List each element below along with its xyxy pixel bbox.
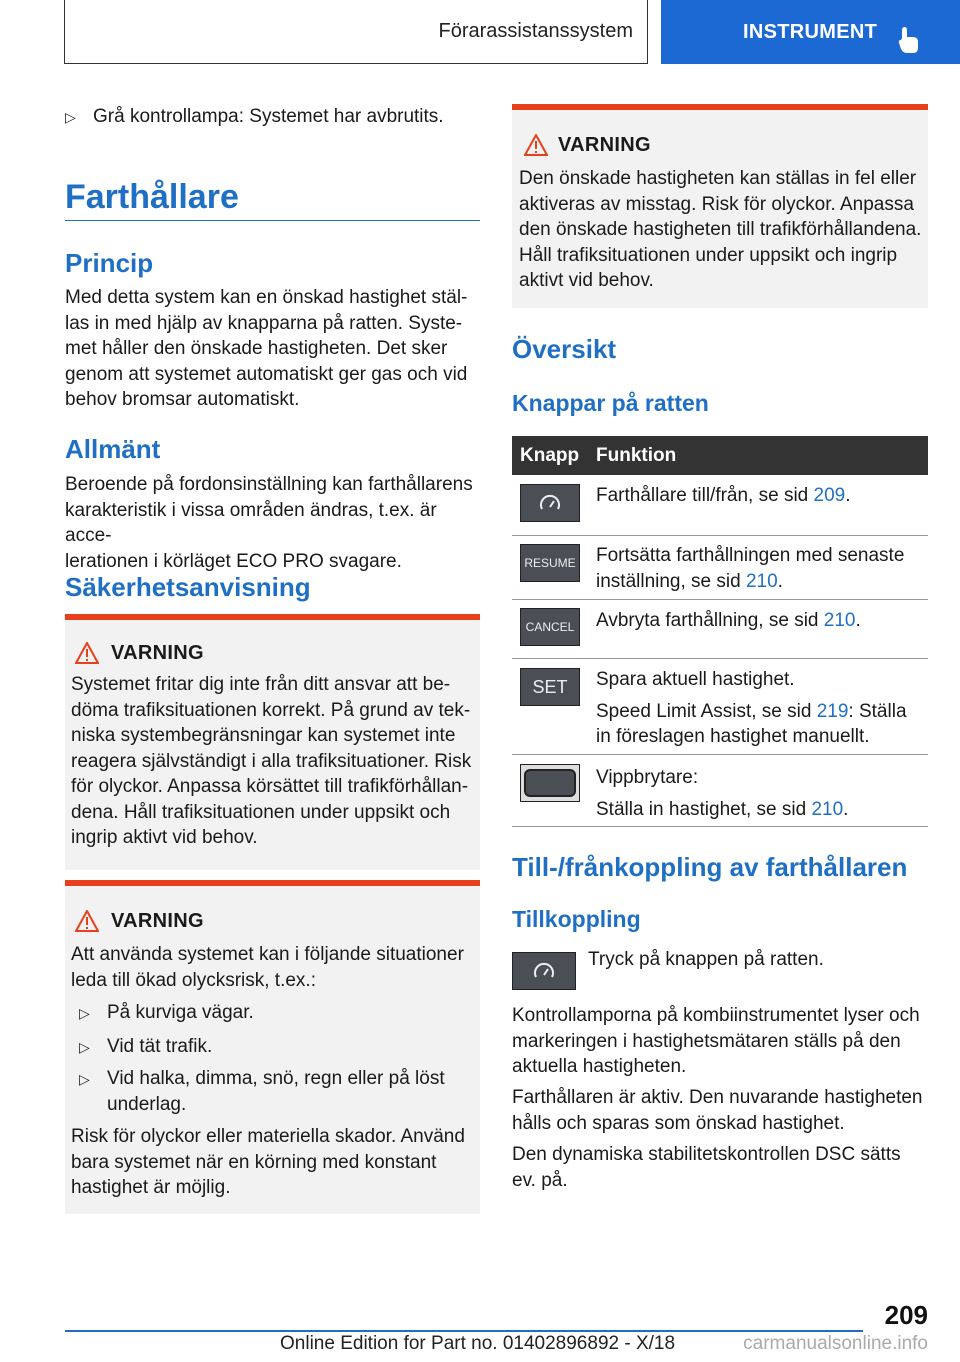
table-row-3-text (596, 608, 926, 634)
bullet-triangle-icon: ▷ (65, 109, 76, 125)
text-line: Den önskade hastigheten kan ställas in fel eller (519, 168, 917, 189)
text-line: den önskade hastigheten till trafikförhållandena. (519, 219, 922, 240)
paragraph-3 (512, 1142, 932, 1193)
table-divider (512, 754, 928, 755)
warning-bullet (79, 1000, 254, 1027)
cruise-onoff-button-image (520, 484, 580, 522)
heading-connect: Tillkoppling (512, 906, 641, 932)
footer-edition: Online Edition for Part no. 01402896892 - X/18 (280, 1333, 676, 1354)
rocker-switch-image (520, 764, 580, 802)
bullet-triangle-icon: ▷ (79, 1039, 90, 1055)
set-button-image: SET (520, 668, 580, 706)
text-line: Systemet fritar dig inte från ditt ansvar att be‐ (71, 674, 451, 695)
text-line: ev. på. (512, 1169, 568, 1191)
text-line: hålls och sparas som önskad hastighet. (512, 1112, 845, 1134)
row-text: : Ställa (848, 700, 907, 722)
table-row-5-text (596, 765, 926, 822)
table-divider (512, 599, 928, 600)
table-row-1-text (596, 483, 926, 509)
text-line: hastighet är möjlig. (71, 1177, 231, 1198)
table-row-2-text (596, 543, 926, 594)
text-line: Farthållaren är aktiv. Den nuvarande hastigheten (512, 1087, 923, 1108)
col-header-button: Knapp (520, 445, 580, 466)
col-header-function: Funktion (596, 445, 677, 466)
general-text (65, 472, 485, 574)
page-ref-link[interactable]: 210 (745, 570, 778, 592)
press-text: Tryck på knappen på ratten. (588, 949, 824, 970)
warning-box-2 (65, 880, 480, 1214)
principle-text (65, 285, 485, 413)
warning-text (71, 672, 476, 851)
text-line: las in med hjälp av knapparna på ratten. Syste‐ (65, 312, 463, 334)
resume-button-image: RESUME (520, 544, 580, 582)
row-text: . (855, 610, 861, 631)
text-line: leda till ökad olycksrisk, t.ex.: (71, 969, 316, 991)
table-header (512, 436, 928, 475)
heading-overview: Översikt (512, 334, 617, 364)
rocker-switch-icon (524, 769, 576, 797)
bullet-text: underlag. (107, 1094, 187, 1115)
page-number: 209 (884, 1300, 928, 1330)
text-line: niska systembegränsningar kan systemet inte (71, 725, 456, 746)
row-text: Speed Limit Assist, se sid (596, 700, 817, 722)
title-rule (65, 220, 480, 221)
warning-title: VARNING (558, 134, 651, 156)
warning-text (519, 166, 927, 294)
text-line: genom att systemet automatiskt ger gas och vid (65, 363, 468, 385)
header-chapter-tab (661, 0, 960, 64)
speedometer-icon (532, 961, 556, 981)
header-section-title: Förarassistanssystem (438, 20, 633, 42)
bullet-text: Vid tät trafik. (107, 1036, 213, 1057)
table-divider (512, 826, 928, 827)
heading-principle: Princip (65, 248, 154, 278)
warning-box-3 (512, 104, 928, 308)
row-text: Vippbrytare: (596, 767, 699, 788)
text-line: karakteristik i vissa områden ändras, t.ex. är acce‐ (65, 499, 437, 546)
text-line: aktiveras av misstag. Risk för olyckor. Anpassa (519, 193, 914, 215)
heading-on-off: Till-/frånkoppling av farthållaren (512, 852, 908, 882)
row-text: . (843, 798, 849, 820)
page-ref-link[interactable]: 209 (813, 485, 846, 506)
warning-title: VARNING (111, 910, 204, 932)
row-text: Avbryta farthållning, se sid (596, 610, 824, 631)
text-line: Med detta system kan en önskad hastighet stäl‐ (65, 287, 468, 308)
page-ref-link[interactable]: 210 (823, 610, 856, 631)
page-ref-link[interactable]: 219 (816, 700, 849, 722)
bullet-text: Grå kontrollampa: Systemet har avbrutits. (93, 106, 444, 127)
table-row-4-text (596, 667, 926, 750)
row-text: Fortsätta farthållningen med senaste (596, 545, 905, 566)
row-text: . (845, 485, 851, 506)
warning-triangle-icon (524, 134, 548, 156)
row-text: Farthållare till/från, se sid (596, 485, 814, 506)
text-line: bara systemet när en körning med konstant (71, 1151, 437, 1173)
row-text: inställning, se sid (596, 570, 746, 592)
cruise-onoff-button-image (512, 952, 576, 990)
footer-rule (65, 1330, 863, 1332)
warning-bullet (79, 1066, 445, 1115)
heading-wheel-buttons: Knappar på ratten (512, 390, 709, 416)
text-line: reagera självständigt i alla trafiksituationer. Risk (71, 750, 472, 772)
text-line: dena. Håll trafiksituationen under uppsikt och (71, 801, 451, 823)
text-line: för olyckor. Anpassa körsättet till trafikförhållan‐ (71, 776, 469, 797)
table-divider (512, 535, 928, 536)
text-line: Den dynamiska stabilitetskontrollen DSC sätts (512, 1144, 901, 1165)
text-line: Risk för olyckor eller materiella skador. Använd (71, 1126, 465, 1147)
hand-pointer-icon (898, 26, 920, 54)
text-line: Håll trafiksituationen under uppsikt och ingrip (519, 244, 898, 266)
title-cruise-control: Farthållare (65, 178, 239, 216)
bullet-text: Vid halka, dimma, snö, regn eller på löst (107, 1068, 445, 1089)
warning-triangle-icon (75, 642, 99, 664)
page-ref-link[interactable]: 210 (811, 798, 844, 820)
warning-intro (71, 942, 476, 993)
paragraph-2 (512, 1085, 932, 1136)
watermark: carmanualsonline.info (743, 1333, 928, 1354)
text-line: aktivt vid behov. (519, 270, 654, 291)
text-line: markeringen i hastighetsmätaren ställs på den (512, 1030, 901, 1052)
text-line: met håller den önskade hastigheten. Det sker (65, 338, 448, 359)
text-line: behov bromsar automatiskt. (65, 389, 300, 410)
text-line: aktuella hastigheten. (512, 1056, 687, 1077)
speedometer-icon (538, 493, 562, 513)
warning-title: VARNING (111, 642, 204, 664)
heading-safety: Säkerhetsanvisning (65, 572, 311, 602)
header-section-tab (64, 0, 648, 64)
paragraph-1 (512, 1003, 932, 1080)
bullet-triangle-icon: ▷ (79, 1005, 90, 1021)
header-chapter-title: INSTRUMENT (743, 20, 878, 43)
text-line: lerationen i körläget ECO PRO svagare. (65, 550, 402, 572)
warning-bullet (79, 1034, 213, 1061)
row-text: Spara aktuell hastighet. (596, 669, 795, 690)
cancel-button-image: CANCEL (520, 608, 580, 646)
warning-triangle-icon (75, 910, 99, 932)
warning-box-1 (65, 614, 480, 870)
row-text: Ställa in hastighet, se sid (596, 798, 812, 820)
text-line: döma trafiksituationen korrekt. På grund av tek‐ (71, 699, 471, 721)
warning-outro (71, 1124, 476, 1201)
row-text: in föreslagen hastighet manuellt. (596, 726, 870, 747)
text-line: ingrip aktivt vid behov. (71, 827, 258, 848)
bullet-triangle-icon: ▷ (79, 1071, 90, 1087)
table-divider (512, 658, 928, 659)
row-text: . (777, 570, 783, 592)
text-line: Att använda systemet kan i följande situationer (71, 944, 464, 965)
text-line: Beroende på fordonsinställning kan farthållarens (65, 474, 473, 495)
text-line: Kontrollamporna på kombiinstrumentet lyser och (512, 1005, 920, 1026)
heading-general: Allmänt (65, 434, 161, 464)
bullet-text: På kurviga vägar. (107, 1002, 254, 1023)
